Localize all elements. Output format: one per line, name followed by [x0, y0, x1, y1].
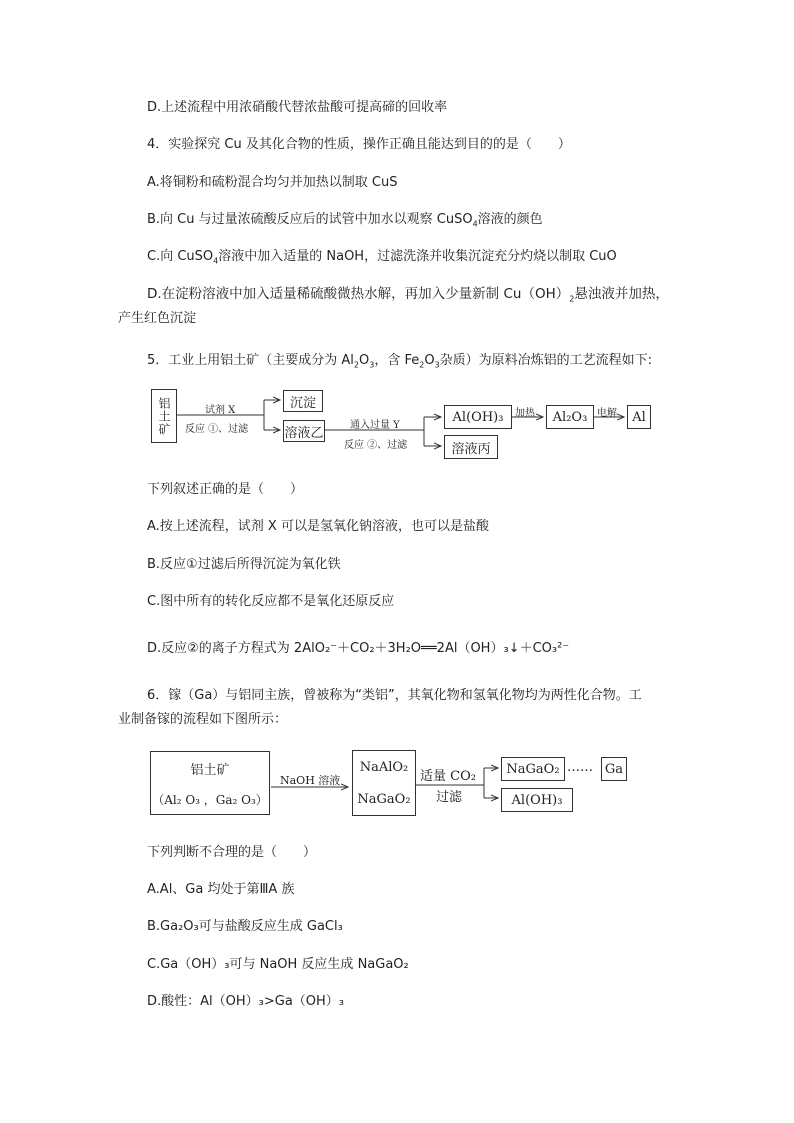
- q6-ga-box: [601, 757, 627, 781]
- q5-solution-b-label: 溶液乙: [284, 425, 324, 441]
- q4-option-d-text-tail: 悬浊液并加热，: [574, 286, 669, 302]
- q5-ore-label: 铝土矿: [157, 396, 171, 436]
- q6-option-c: C.Ga（OH）₃可与 NaOH 反应生成 NaGaO₂: [147, 957, 409, 972]
- q5-pass-y-label: 通入过量 Y: [350, 420, 400, 431]
- q6-filter-label: 过滤: [436, 790, 463, 805]
- q5-heat-label: 加热: [515, 408, 535, 419]
- q6-stem-line1: 6．镓（Ga）与铝同主族，曾被称为“类铝”，其氧化物和氢氧化物均为两性化合物。工: [147, 688, 642, 703]
- q5-stem-text: O: [359, 353, 370, 368]
- q6-aloh3-box: [501, 788, 573, 812]
- q6-aloh3-label: Al(OH)₃: [511, 792, 563, 808]
- q6-co2-label: 适量 CO₂: [420, 769, 476, 784]
- q5-option-b: B.反应①过滤后所得沉淀为氧化铁: [147, 557, 341, 572]
- q5-stem-text: O: [424, 353, 435, 368]
- q4-option-a: A.将铜粉和硫粉混合均匀并加热以制取 CuS: [147, 175, 398, 190]
- subscript: 3: [369, 360, 375, 370]
- subscript: 3: [434, 360, 440, 370]
- subscript: 4: [472, 219, 478, 229]
- q6-question: 下列判断不合理的是（ ）: [147, 845, 317, 860]
- q6-ore-composition: （Al₂ O₃ ，Ga₂ O₃）: [152, 792, 268, 807]
- q5-al-label: Al: [632, 409, 646, 425]
- q4-option-d-line2: 产生红色沉淀: [118, 311, 197, 326]
- q6-dots: ……: [567, 760, 593, 775]
- q6-option-a: A.Al、Ga 均处于第ⅢA 族: [147, 882, 295, 897]
- subscript: 2: [569, 294, 575, 304]
- q5-option-d: D.反应②的离子方程式为 2AlO₂⁻＋CO₂＋3H₂O══2Al（OH）₃↓＋CO₃²⁻: [147, 641, 570, 656]
- q6-stem-line2: 业制备镓的流程如下图所示：: [118, 712, 288, 727]
- q4-option-b-text: B.向 Cu 与过量浓硫酸反应后的试管中加水以观察 CuSO: [147, 212, 473, 227]
- q5-precipitate-label: 沉淀: [289, 395, 316, 411]
- q5-option-c: C.图中所有的转化反应都不是氧化还原反应: [147, 594, 395, 609]
- q6-option-b: B.Ga₂O₃可与盐酸反应生成 GaCl₃: [147, 919, 343, 934]
- q4-stem: 4．实验探究 Cu 及其化合物的性质，操作正确且能达到目的的是（ ）: [147, 137, 571, 152]
- q5-al2o3-label: Al₂O₃: [552, 409, 588, 425]
- q6-nagao2-product: NaGaO₂: [506, 761, 560, 777]
- q5-reaction2-label: 反应 ②、过滤: [344, 440, 408, 451]
- q4-option-c-text: C.向 CuSO: [147, 249, 214, 264]
- q5-aloh3-label: Al(OH)₃: [452, 409, 504, 425]
- q5-stem-text: 5．工业上用铝土矿（主要成分为 Al: [147, 353, 354, 368]
- q6-option-d: D.酸性：Al（OH）₃>Ga（OH）₃: [147, 994, 345, 1009]
- q4-option-c-text-tail: 溶液中加入适量的 NaOH，过滤洗涤并收集沉淀充分灼烧以制取 CuO: [218, 249, 617, 264]
- q3-option-d: D.上述流程中用浓硝酸代替浓盐酸可提高碲的回收率: [147, 100, 448, 115]
- q4-option-b-text-tail: 溶液的颜色: [477, 212, 543, 227]
- q5-reagent-x-label: 试剂 X: [205, 405, 236, 416]
- q4-option-d-text: D.在淀粉溶液中加入适量稀硫酸微热水解，再加入少量新制 Cu（OH）: [147, 286, 570, 302]
- q6-ga-label: Ga: [604, 761, 624, 777]
- q5-stem-text: ，含 Fe: [374, 353, 420, 368]
- subscript: 2: [353, 360, 360, 370]
- q6-mixture-box: [352, 750, 416, 816]
- q6-nagao2-label: NaGaO₂: [357, 791, 411, 807]
- q5-question: 下列叙述正确的是（ ）: [147, 482, 304, 497]
- subscript: 2: [419, 360, 425, 370]
- q6-nagao2-box: [501, 757, 565, 781]
- q5-option-a: A.按上述流程，试剂 X 可以是氢氧化钠溶液，也可以是盐酸: [147, 519, 489, 534]
- q6-naalo2-label: NaAlO₂: [359, 759, 409, 775]
- q5-electrolysis-label: 电解: [597, 408, 617, 419]
- q6-naoh-label: NaOH 溶液: [280, 774, 341, 787]
- subscript: 4: [213, 256, 219, 266]
- q5-stem-text-tail: 杂质）为原料冶炼铝的工艺流程如下:: [439, 353, 653, 368]
- q5-solution-c-label: 溶液丙: [451, 441, 491, 457]
- q6-ore-box: [150, 751, 270, 815]
- q6-ore-label: 铝土矿: [190, 762, 230, 778]
- q5-reaction1-label: 反应 ①、过滤: [185, 424, 249, 435]
